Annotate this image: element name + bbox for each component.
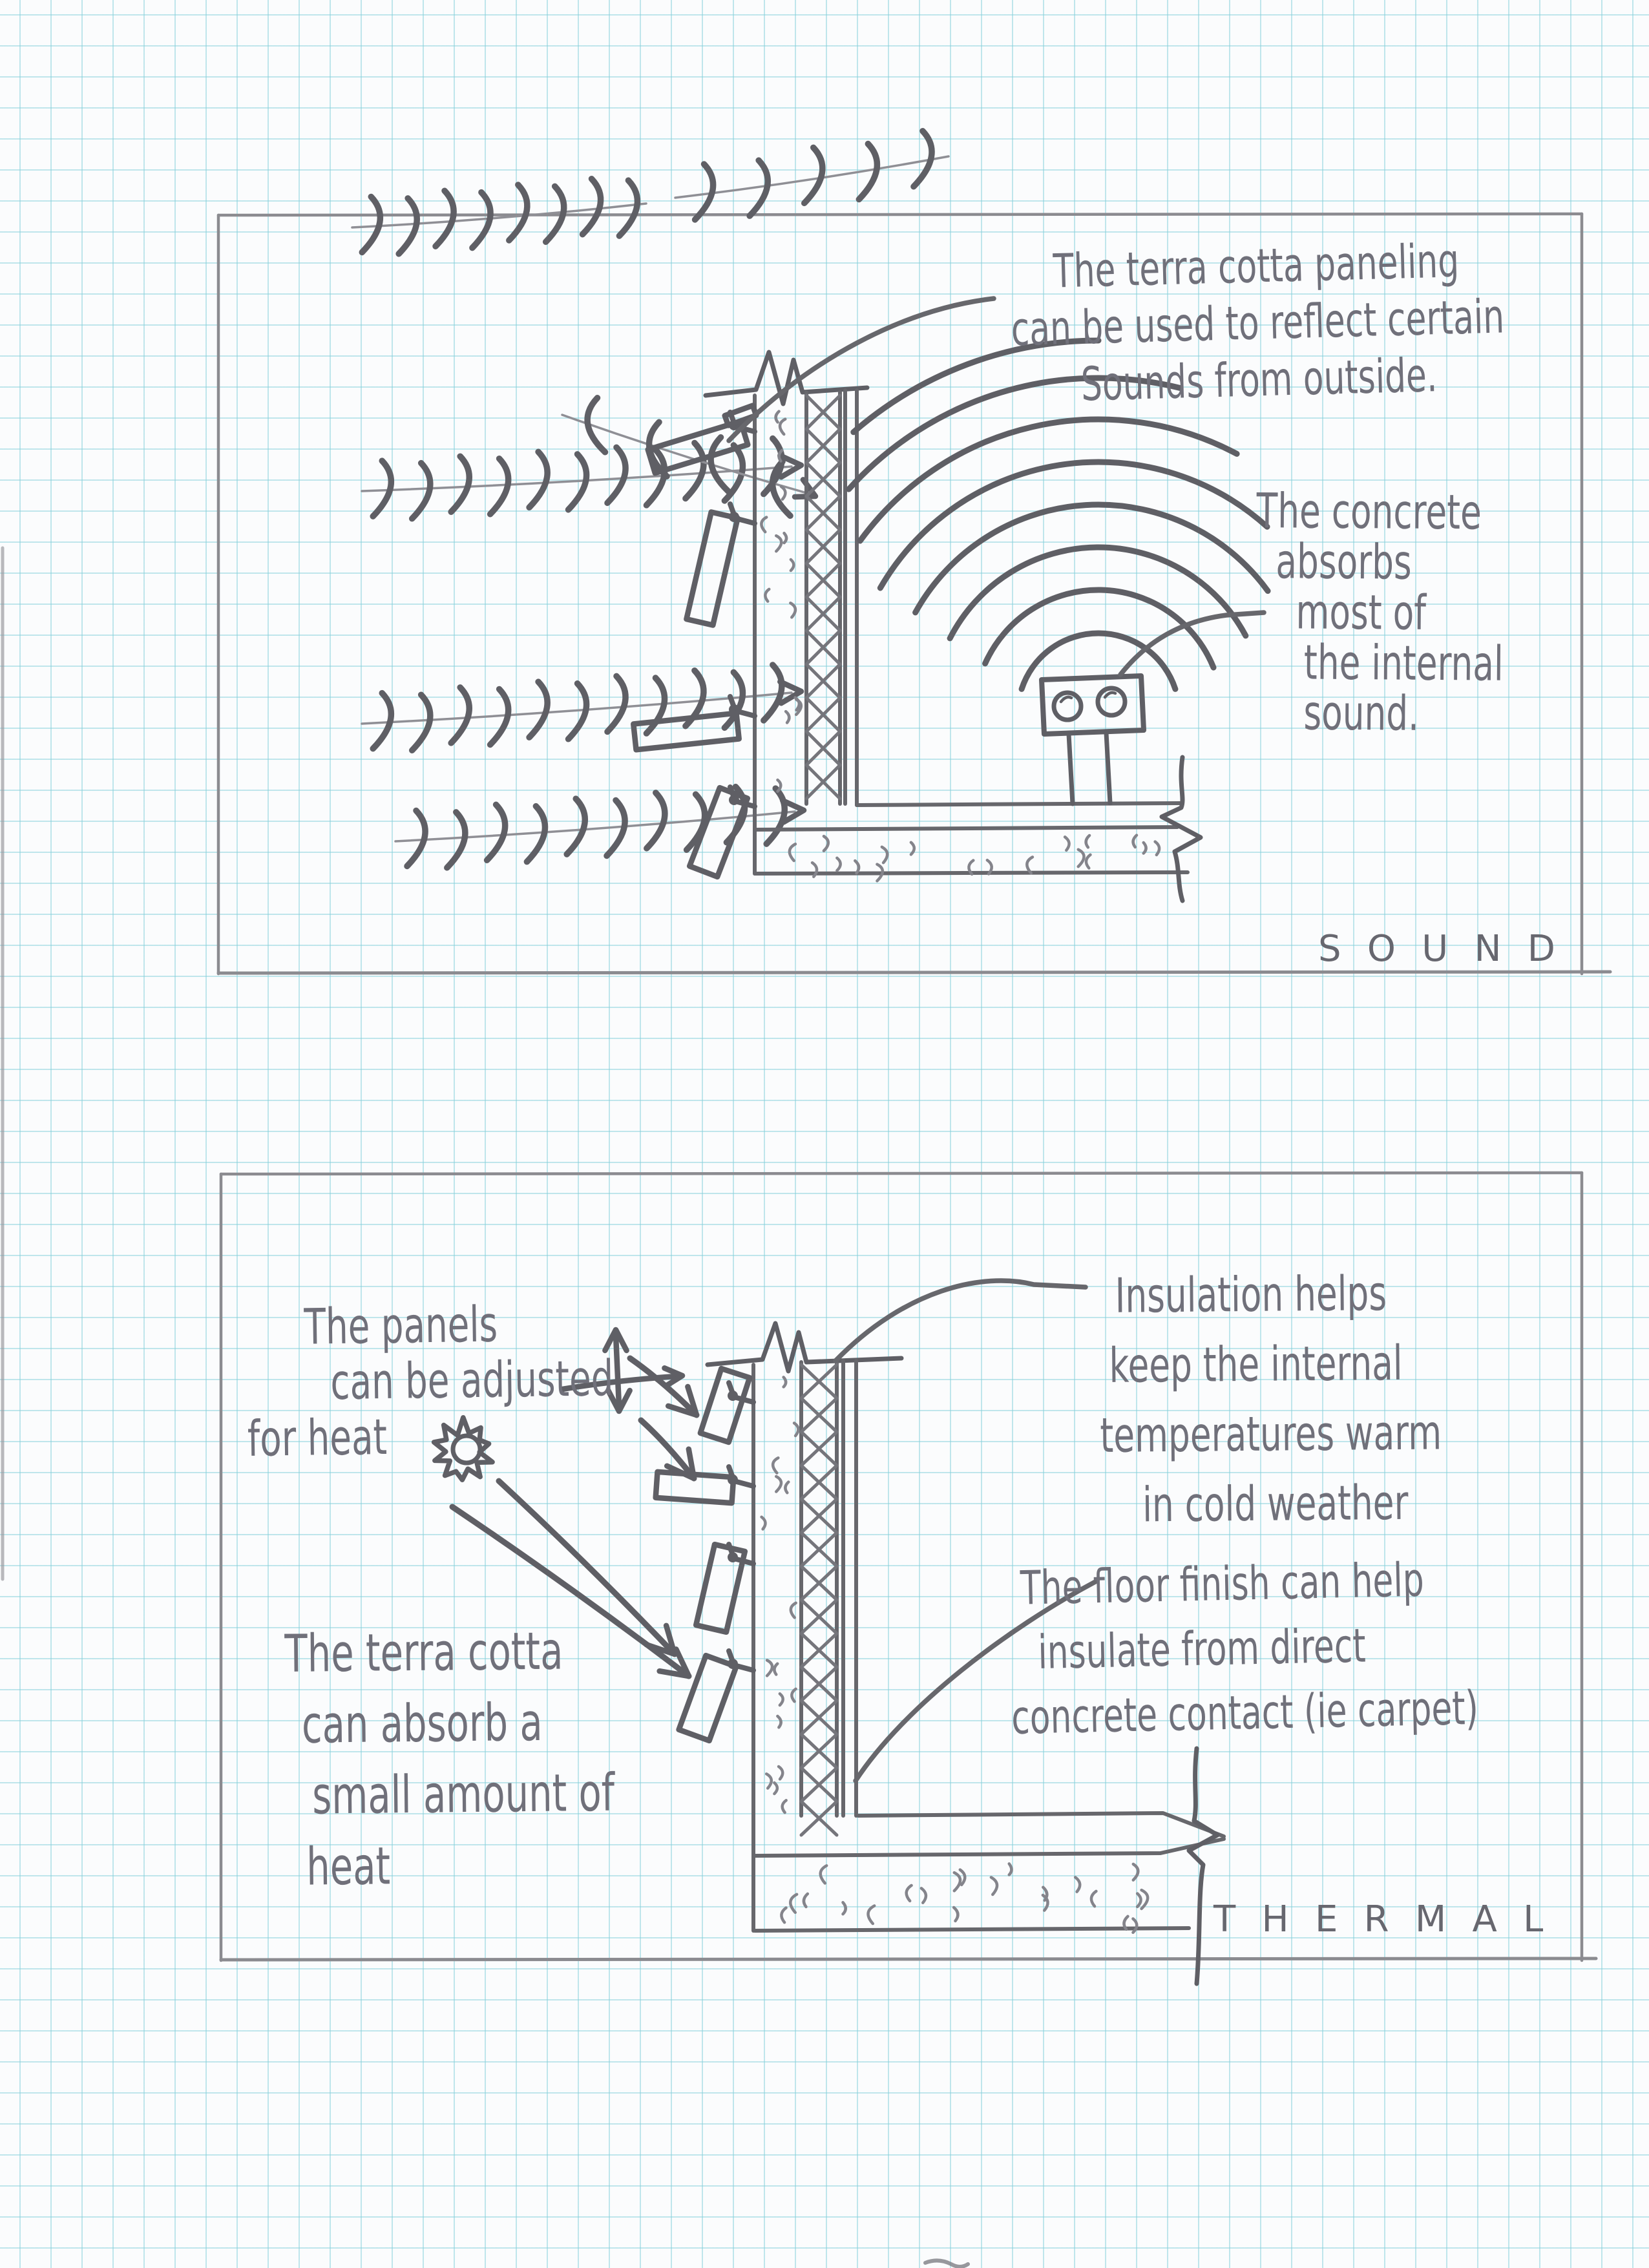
note-line: absorbs — [1276, 534, 1413, 591]
pencil-stroke — [777, 780, 781, 792]
pencil-stroke — [776, 536, 781, 551]
pencil-stroke — [858, 1813, 1224, 1836]
pencil-stroke — [791, 1603, 796, 1618]
speaker-icon — [1042, 676, 1144, 804]
pencil-stroke — [221, 1958, 1596, 1960]
note-line: insulate from direct — [1037, 1618, 1367, 1680]
note-line: in cold weather — [1142, 1475, 1409, 1533]
note-line: The panels — [303, 1295, 498, 1356]
pencil-stroke — [776, 412, 779, 423]
pencil-stroke — [766, 788, 784, 844]
note-line: heat — [306, 1836, 391, 1897]
pencil-stroke — [1069, 734, 1073, 804]
thermal-terra-cotta-note — [284, 1615, 616, 1903]
pencil-stroke — [1105, 693, 1115, 697]
note-line: The terra cotta — [284, 1621, 563, 1684]
note-line: can be used to reflect certain — [1010, 289, 1506, 357]
pencil-stroke — [790, 844, 795, 861]
pencil-stroke — [607, 676, 625, 731]
pencil-stroke — [755, 1839, 1224, 1856]
thermal-floor-slab — [755, 1748, 1224, 1984]
note-line: The floor finish can help — [1020, 1552, 1425, 1615]
pencil-stroke — [1043, 1887, 1047, 1900]
pencil-stroke — [824, 836, 828, 851]
pencil-stroke — [781, 487, 785, 499]
pencil-stroke — [786, 711, 789, 722]
thermal-caption: THERMAL — [1213, 1898, 1570, 1940]
pencil-stroke — [773, 1458, 778, 1473]
pencil-stroke — [765, 589, 769, 602]
pencil-stroke — [792, 1689, 795, 1701]
pencil-stroke — [1189, 1748, 1217, 1984]
sound-concrete-note — [1255, 483, 1504, 742]
note-line: keep the internal — [1109, 1335, 1403, 1394]
pencil-stroke — [1144, 843, 1146, 854]
pencil-stroke — [774, 1664, 777, 1675]
pencil-stroke — [1065, 837, 1069, 850]
pencil-stroke — [362, 196, 380, 252]
pencil-stroke — [218, 214, 1582, 215]
pencil-stroke — [695, 164, 713, 220]
pencil-stroke — [412, 463, 430, 519]
pencil-stroke — [1086, 855, 1091, 868]
pencil-stroke — [776, 1476, 781, 1491]
pencil-stroke — [373, 693, 391, 749]
sound-wall-section — [706, 352, 867, 874]
pencil-stroke — [882, 847, 887, 863]
pencil-stroke — [907, 1885, 912, 1901]
pencil-stroke — [790, 1895, 797, 1913]
thermal-floor-note — [1008, 1546, 1479, 1750]
note-line: Insulation helps — [1115, 1266, 1387, 1324]
pencil-stroke — [616, 1335, 619, 1406]
pencil-stroke — [451, 688, 469, 743]
note-line: The concrete — [1256, 483, 1482, 541]
pencil-stroke — [855, 861, 859, 873]
note-line: temperatures warm — [1099, 1405, 1442, 1464]
pencil-stroke — [780, 1694, 783, 1705]
pencil-stroke — [1042, 676, 1144, 734]
pencil-stroke — [567, 799, 585, 854]
sound-caption: SOUND — [1318, 928, 1582, 970]
note-line: most of — [1296, 584, 1427, 641]
sound-paneling-note — [994, 231, 1522, 415]
pencil-stroke — [790, 603, 795, 617]
pencil-stroke — [777, 1716, 781, 1727]
pencil-stroke — [1091, 1891, 1097, 1906]
pencil-stroke — [1075, 1877, 1080, 1891]
pencil-stroke — [843, 1902, 846, 1914]
pencil-stroke — [221, 1173, 1582, 1174]
pencil-stroke — [761, 518, 766, 532]
note-line: the internal — [1303, 635, 1504, 692]
pencil-stroke — [1106, 733, 1110, 803]
pencil-stroke — [583, 179, 601, 235]
pencil-stroke — [835, 1281, 1086, 1361]
pencil-stroke — [755, 1928, 1189, 1931]
pencil-stroke — [686, 512, 737, 625]
pencil-stroke — [914, 131, 932, 187]
pencil-stroke — [706, 352, 867, 404]
pencil-stroke — [791, 560, 794, 571]
pencil-stroke — [954, 1907, 958, 1921]
pencil-stroke — [686, 443, 704, 498]
pencil-stroke — [1061, 697, 1071, 702]
pencil-stroke — [804, 147, 823, 203]
pencil-stroke — [619, 180, 637, 236]
pencil-stroke — [857, 803, 1180, 805]
panel-joint-knot — [728, 1391, 738, 1401]
pencil-stroke — [766, 1774, 772, 1788]
note-line: concrete contact (ie carpet) — [1011, 1680, 1479, 1745]
panel-joint-knot — [728, 1552, 738, 1562]
pencil-stroke — [794, 1423, 798, 1436]
pencil-stroke — [487, 804, 505, 860]
pencil-stroke — [911, 843, 914, 855]
note-line: for heat — [247, 1407, 388, 1467]
note-line: can be adjusted — [330, 1349, 614, 1411]
pencil-stroke — [218, 972, 1610, 973]
pencil-stroke — [1027, 857, 1033, 873]
pencil-stroke — [1137, 1893, 1140, 1906]
pencil-stroke — [925, 2260, 968, 2267]
pencil-stroke — [529, 452, 547, 507]
note-line: can absorb a — [301, 1692, 543, 1755]
pencil-stroke — [767, 1660, 772, 1675]
incoming-sound-waves — [352, 131, 949, 868]
pencil-stroke — [921, 1888, 926, 1902]
pencil-stroke — [784, 1377, 786, 1387]
pencil-stroke — [447, 812, 465, 868]
pencil-stroke — [1133, 1918, 1137, 1932]
pencil-stroke — [779, 1767, 782, 1779]
thermal-terra-cotta-panels — [656, 1369, 753, 1741]
pencil-stroke — [755, 827, 1177, 830]
pencil-stroke — [1086, 835, 1089, 847]
pencil-stroke — [1142, 1890, 1148, 1909]
pencil-stroke — [784, 533, 787, 543]
thermal-panels-note — [246, 1295, 614, 1467]
pencil-stroke — [587, 398, 605, 452]
pencil-stroke — [880, 462, 1267, 588]
pencil-stroke — [1078, 850, 1084, 866]
pencil-stroke — [1133, 835, 1137, 847]
pencil-stroke — [647, 793, 665, 848]
pencil-stroke — [764, 665, 782, 720]
pencil-stroke — [436, 191, 454, 246]
pencil-stroke — [373, 461, 391, 516]
pencil-stroke — [991, 1877, 997, 1895]
pencil-stroke — [711, 437, 728, 492]
pencil-stroke — [954, 1873, 960, 1891]
pencil-stroke — [399, 198, 417, 254]
pencil-stroke — [407, 810, 425, 866]
pencil-stroke — [1009, 1864, 1012, 1874]
pencil-stroke — [781, 1908, 786, 1923]
note-line: small amount of — [311, 1762, 615, 1826]
pencil-stroke — [451, 456, 469, 512]
note-line: sound. — [1303, 685, 1420, 742]
note-line: Sounds from outside. — [1080, 348, 1438, 412]
pencil-stroke — [607, 447, 625, 503]
thermal-insulation-note — [1098, 1258, 1442, 1540]
pencil-stroke — [509, 185, 527, 240]
pencil-stroke — [785, 1482, 788, 1493]
note-line: The terra cotta paneling — [1052, 233, 1460, 299]
pencil-stroke — [837, 858, 840, 870]
pencil-stroke — [774, 1783, 777, 1794]
pencil-stroke — [821, 1865, 826, 1883]
pencil-stroke — [1133, 1864, 1139, 1880]
pencil-stroke — [529, 682, 547, 737]
pencil-stroke — [780, 419, 785, 434]
pencil-stroke — [762, 1517, 766, 1529]
pencil-stroke — [700, 1369, 750, 1442]
pencil-stroke — [868, 1906, 875, 1924]
pencil-stroke — [412, 695, 430, 750]
pencil-stroke — [1155, 842, 1159, 855]
pencil-stroke — [782, 1800, 786, 1812]
pencil-stroke — [804, 1894, 808, 1907]
